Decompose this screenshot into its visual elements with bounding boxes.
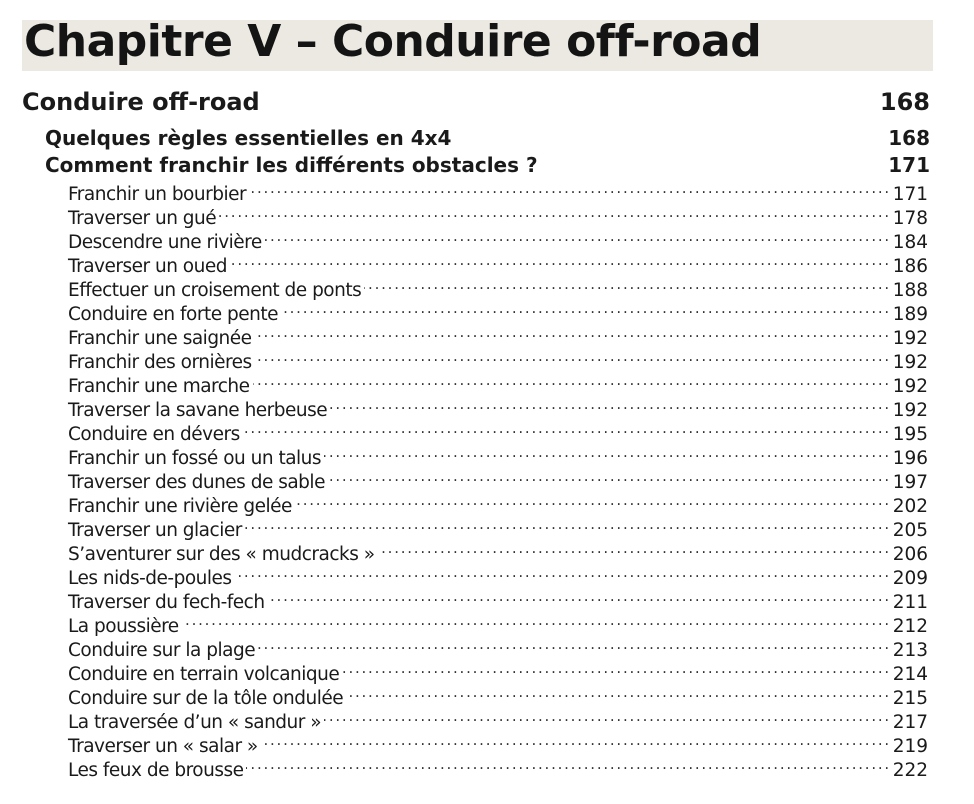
dot-leader <box>230 248 888 272</box>
toc-entry-page: 171 <box>892 184 928 205</box>
chapter-title: Chapitre V – Conduire off-road <box>24 16 762 67</box>
toc-entry-title: Traverser un « salar » <box>68 736 258 757</box>
toc-entry-page: 192 <box>892 352 928 373</box>
section-title: Conduire off-road <box>22 88 260 116</box>
dot-leader <box>235 560 888 584</box>
toc-entry-title: Conduire en forte pente <box>68 304 278 325</box>
dot-leader <box>245 512 888 536</box>
toc-entry-title: S’aventurer sur des « mudcracks » <box>68 544 375 565</box>
toc-entry-page: 186 <box>892 256 928 277</box>
toc-entry-title: Traverser un glacier <box>68 520 242 541</box>
toc-entry-title: Franchir un fossé ou un talus <box>68 448 322 469</box>
toc-entry[interactable] <box>68 608 928 637</box>
toc-entry-title: Conduire sur la plage <box>68 640 256 661</box>
subsection-row[interactable] <box>45 124 930 151</box>
toc-entry-page: 215 <box>892 688 928 709</box>
toc-entry-title: Les nids-de-poules <box>68 568 232 589</box>
toc-entry-page: 197 <box>892 472 928 493</box>
toc-entry-title: Franchir une marche <box>68 376 250 397</box>
toc-entry-title: Les feux de brousse <box>68 760 244 781</box>
subsection-title: Comment franchir les différents obstacles ? <box>45 152 538 177</box>
toc-entry-title: Traverser la savane herbeuse <box>68 400 328 421</box>
toc-entry-page: 205 <box>892 520 928 541</box>
dot-leader <box>378 536 888 560</box>
toc-entry-title: Traverser un oued <box>68 256 227 277</box>
toc-entry-page: 206 <box>892 544 928 565</box>
toc-entry-page: 202 <box>892 496 928 517</box>
dot-leader <box>265 224 888 248</box>
dot-leader <box>182 608 888 632</box>
toc-entry-page: 217 <box>892 712 928 733</box>
dot-leader <box>328 464 888 488</box>
toc-entry[interactable] <box>68 632 928 661</box>
dot-leader <box>268 584 888 608</box>
toc-entry-title: Franchir une rivière gelée <box>68 496 292 517</box>
toc-entry-title: La poussière <box>68 616 179 637</box>
subsection-page-number: 168 <box>888 125 930 150</box>
toc-entry-title: Effectuer un croisement de ponts <box>68 280 362 301</box>
toc-entry-title: Conduire en terrain volcanique <box>68 664 340 685</box>
dot-leader <box>219 200 888 224</box>
toc-entry-title: Conduire en dévers <box>68 424 240 445</box>
toc-entry-page: 211 <box>892 592 928 613</box>
toc-entry-page: 192 <box>892 400 928 421</box>
subsection-row[interactable] <box>45 151 930 178</box>
section-row[interactable] <box>22 86 930 118</box>
dot-leader <box>255 344 888 368</box>
toc-entry-page: 192 <box>892 376 928 397</box>
dot-leader <box>330 392 888 416</box>
toc-entry-page: 214 <box>892 664 928 685</box>
toc-entry-page: 196 <box>892 448 928 469</box>
dot-leader <box>253 368 888 392</box>
subsection-page-number: 171 <box>888 152 930 177</box>
dot-leader <box>258 632 888 656</box>
dot-leader <box>364 272 887 296</box>
toc-entry-title: Traverser des dunes de sable <box>68 472 325 493</box>
dot-leader <box>346 680 888 704</box>
toc-entry-page: 189 <box>892 304 928 325</box>
dot-leader <box>246 752 887 776</box>
toc-entry-title: Conduire sur de la tôle ondulée <box>68 688 344 709</box>
toc-entry-page: 219 <box>892 736 928 757</box>
dot-leader <box>249 176 888 200</box>
toc-entry-page: 213 <box>892 640 928 661</box>
dot-leader <box>342 656 887 680</box>
toc-entry-title: Traverser un gué <box>68 208 217 229</box>
toc-entry-page: 178 <box>892 208 928 229</box>
dot-leader <box>295 488 888 512</box>
toc-entry-title: Franchir une saignée <box>68 328 252 349</box>
toc-entry-title: Descendre une rivière <box>68 232 262 253</box>
toc-entry-page: 188 <box>892 280 928 301</box>
toc-entry-page: 184 <box>892 232 928 253</box>
toc-entry-list <box>68 176 928 781</box>
toc-entry-page: 209 <box>892 568 928 589</box>
subsection-title: Quelques règles essentielles en 4x4 <box>45 125 452 150</box>
toc-entry[interactable] <box>68 176 928 205</box>
toc-entry-page: 212 <box>892 616 928 637</box>
toc-entry-title: Franchir des ornières <box>68 352 252 373</box>
toc-entry-title: Traverser du fech-fech <box>68 592 265 613</box>
toc-entry-title: Franchir un bourbier <box>68 184 247 205</box>
toc-entry-page: 192 <box>892 328 928 349</box>
dot-leader <box>261 728 888 752</box>
dot-leader <box>281 296 888 320</box>
toc-entry-page: 222 <box>892 760 928 781</box>
toc-entry-page: 195 <box>892 424 928 445</box>
toc-entry-title: La traversée d’un « sandur » <box>68 712 322 733</box>
dot-leader <box>255 320 888 344</box>
dot-leader <box>243 416 888 440</box>
dot-leader <box>324 704 888 728</box>
section-page-number: 168 <box>879 88 930 116</box>
dot-leader <box>324 440 888 464</box>
